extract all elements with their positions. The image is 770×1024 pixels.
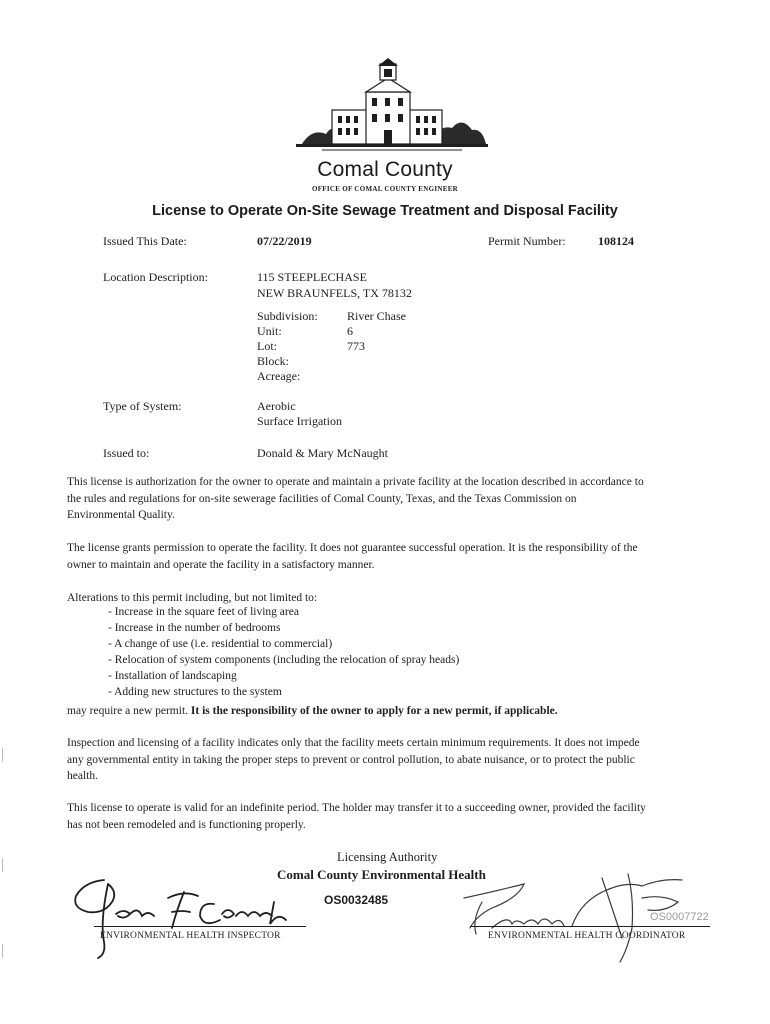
inspector-signature [64,862,304,962]
lot-label: Lot: [257,339,277,353]
system-type-label: Type of System: [103,399,182,413]
coordinator-title: ENVIRONMENTAL HEALTH COORDINATOR [488,931,686,941]
document-title: License to Operate On-Site Sewage Treatment and Disposal Facility [152,203,618,219]
alteration-item: - A change of use (i.e. residential to commercial) [108,638,332,650]
address-line1: 115 STEEPLECHASE [257,270,367,284]
lot-value: 773 [347,339,365,353]
block-label: Block: [257,354,289,368]
county-name: Comal County [317,158,453,181]
system-type-line2: Surface Irrigation [257,414,342,428]
office-name: OFFICE OF COMAL COUNTY ENGINEER [311,185,459,193]
scan-margin-mark [2,858,7,872]
inspection-paragraph: Inspection and licensing of a facility indicates only that the facility meets certain minimum requirements. It does not impede any governmental entity in taking the proper steps to prevent or control pollution, to abate nuisance, or to protect the public health. [67,737,640,782]
permission-paragraph: The license grants permission to operate the facility. It does not guarantee successful operation. It is the responsibility of the owner to maintain and operate the facility in a satisfactory manner. [67,542,638,571]
validity-paragraph: This license to operate is valid for an indefinite period. The holder may transfer it to a succeeding owner, provided the facility has not been remodeled and is functioning properly. [67,802,646,831]
alteration-item: - Increase in the number of bedrooms [108,622,280,634]
inspector-license-number: OS0032485 [324,893,389,907]
unit-label: Unit: [257,324,282,338]
subdivision-value: River Chase [347,309,406,323]
issued-date-label: Issued This Date: [103,234,187,248]
courthouse-logo-image [292,58,492,158]
inspector-signature-line [94,926,306,927]
alteration-item: - Relocation of system components (including the relocation of spray heads) [108,654,459,666]
new-permit-text: may require a new permit. [67,705,189,717]
unit-value: 6 [347,324,353,338]
permit-number-value: 108124 [598,234,634,248]
subdivision-label: Subdivision: [257,309,318,323]
system-type-line1: Aerobic [257,399,296,413]
issued-to-label: Issued to: [103,446,150,460]
authorization-paragraph: This license is authorization for the owner to operate and maintain a private facility at the location described in accordance to the rules and regulations for on-site sewerage facilities of Comal County, Texas, and the Texas Commission on Environmental Quality. [67,476,644,521]
licensing-authority-name: Comal County Environmental Health [277,867,486,882]
alterations-intro: Alterations to this permit including, but not limited to: [67,592,318,604]
address-line2: NEW BRAUNFELS, TX 78132 [257,286,412,300]
coordinator-license-number: OS0007722 [650,911,709,923]
acreage-label: Acreage: [257,369,301,383]
inspector-title: ENVIRONMENTAL HEALTH INSPECTOR [100,931,281,941]
issued-date-value: 07/22/2019 [257,234,312,248]
scan-margin-mark [2,944,7,958]
new-permit-sentence [67,703,647,720]
alteration-item: - Installation of landscaping [108,670,237,682]
permit-number-label: Permit Number: [488,234,566,248]
issued-to-value: Donald & Mary McNaught [257,446,388,460]
scan-margin-mark [2,748,7,762]
alteration-item: - Increase in the square feet of living area [108,606,299,618]
owner-responsibility-text: It is the responsibility of the owner to apply for a new permit, if applicable. [190,705,558,717]
location-label: Location Description: [103,270,208,284]
alteration-item: - Adding new structures to the system [108,686,282,698]
licensing-authority-label: Licensing Authority [337,850,438,864]
coordinator-signature-line [470,926,710,927]
